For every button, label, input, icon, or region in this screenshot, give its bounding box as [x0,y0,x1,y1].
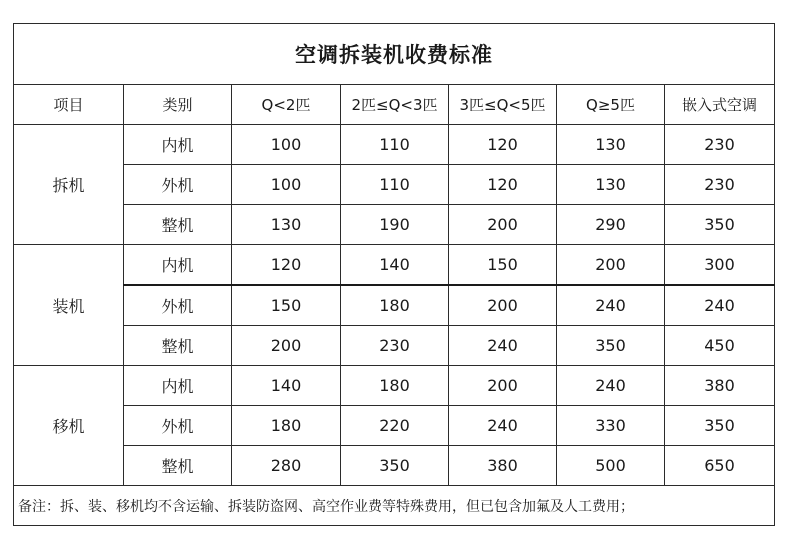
price-cell: 200 [449,205,557,245]
price-cell: 380 [665,366,775,406]
category-cell: 外机 [124,285,232,326]
price-cell: 190 [341,205,449,245]
table-row [14,446,775,486]
price-cell: 380 [449,446,557,486]
table-row [14,285,775,326]
category-cell: 外机 [124,165,232,205]
price-cell: 330 [557,406,665,446]
category-cell: 整机 [124,205,232,245]
price-cell: 240 [557,366,665,406]
table-row [14,205,775,245]
price-cell: 200 [449,366,557,406]
price-cell: 130 [557,125,665,165]
price-cell: 240 [557,285,665,326]
table-row [14,245,775,286]
note-text: 备注：拆、装、移机均不含运输、拆装防盗网、高空作业费等特殊费用，但已包含加氟及人工费用； [14,486,775,526]
price-cell: 230 [665,165,775,205]
price-cell: 450 [665,326,775,366]
header-embedded-ac: 嵌入式空调 [665,85,775,125]
price-cell: 350 [665,205,775,245]
price-cell: 100 [232,165,341,205]
price-cell: 140 [341,245,449,286]
header-row [14,85,775,125]
price-cell: 220 [341,406,449,446]
fee-table [13,23,775,526]
group-label-remove: 拆机 [14,125,124,245]
price-cell: 110 [341,125,449,165]
table-title: 空调拆装机收费标准 [14,24,775,85]
price-cell: 150 [449,245,557,286]
header-over-5hp: Q≥5匹 [557,85,665,125]
price-cell: 350 [341,446,449,486]
category-cell: 整机 [124,446,232,486]
table-row [14,366,775,406]
price-cell: 280 [232,446,341,486]
header-under-2hp: Q<2匹 [232,85,341,125]
price-cell: 300 [665,245,775,286]
group-label-install: 装机 [14,245,124,366]
price-cell: 180 [341,285,449,326]
price-cell: 140 [232,366,341,406]
price-cell: 230 [341,326,449,366]
price-cell: 240 [449,326,557,366]
price-cell: 120 [449,165,557,205]
price-cell: 200 [232,326,341,366]
price-cell: 120 [232,245,341,286]
category-cell: 外机 [124,406,232,446]
category-cell: 内机 [124,125,232,165]
price-cell: 650 [665,446,775,486]
price-cell: 200 [557,245,665,286]
table-row [14,406,775,446]
table-row [14,125,775,165]
table-row [14,165,775,205]
price-cell: 350 [557,326,665,366]
price-cell: 100 [232,125,341,165]
price-cell: 230 [665,125,775,165]
price-cell: 120 [449,125,557,165]
price-cell: 240 [665,285,775,326]
category-cell: 内机 [124,366,232,406]
price-cell: 150 [232,285,341,326]
price-cell: 130 [557,165,665,205]
header-category: 类别 [124,85,232,125]
group-label-relocate: 移机 [14,366,124,486]
price-cell: 290 [557,205,665,245]
price-cell: 130 [232,205,341,245]
price-cell: 180 [341,366,449,406]
price-cell: 180 [232,406,341,446]
category-cell: 整机 [124,326,232,366]
price-cell: 200 [449,285,557,326]
header-3-to-5hp: 3匹≤Q<5匹 [449,85,557,125]
category-cell: 内机 [124,245,232,286]
price-cell: 240 [449,406,557,446]
table-row [14,326,775,366]
header-item: 项目 [14,85,124,125]
header-2-to-3hp: 2匹≤Q<3匹 [341,85,449,125]
price-cell: 110 [341,165,449,205]
price-cell: 350 [665,406,775,446]
price-cell: 500 [557,446,665,486]
